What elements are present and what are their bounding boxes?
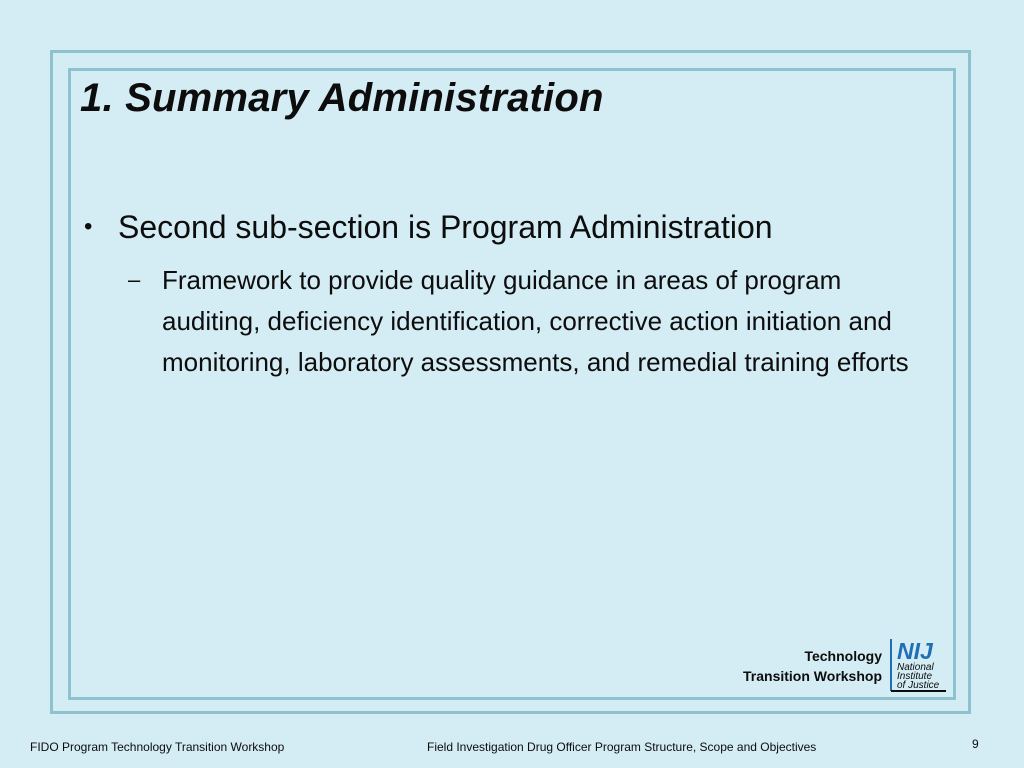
nij-logo-line2: Institute [897, 671, 933, 682]
slide-inner-frame [68, 68, 956, 700]
sub-bullet-dash-icon: – [128, 267, 141, 292]
workshop-logo [743, 637, 950, 693]
footer-left: FIDO Program Technology Transition Workshop [30, 740, 285, 754]
nij-logo-mark: NIJ [897, 638, 933, 664]
bullet-text: Second sub-section is Program Administration [118, 209, 773, 245]
logo-caption-line1: Technology [804, 648, 882, 664]
footer-center: Field Investigation Drug Officer Program Structure, Scope and Objectives [427, 740, 817, 754]
slide-title: 1. Summary Administration [80, 76, 604, 120]
bullet-item [84, 205, 904, 249]
nij-logo-line1: National [897, 662, 934, 673]
logo-caption [743, 646, 882, 686]
bullet-dot-icon: • [84, 213, 93, 240]
nij-logo-line3: of Justice [897, 680, 940, 691]
logo-caption-line2: Transition Workshop [743, 668, 882, 684]
page-number: 9 [972, 737, 979, 751]
sub-bullet-item [128, 260, 928, 383]
nij-logo-icon [888, 637, 950, 693]
sub-bullet-text: Framework to provide quality guidance in areas of program auditing, deficiency identification, corrective action initiation and monitoring, laboratory assessments, and remedial training efforts [162, 265, 909, 377]
